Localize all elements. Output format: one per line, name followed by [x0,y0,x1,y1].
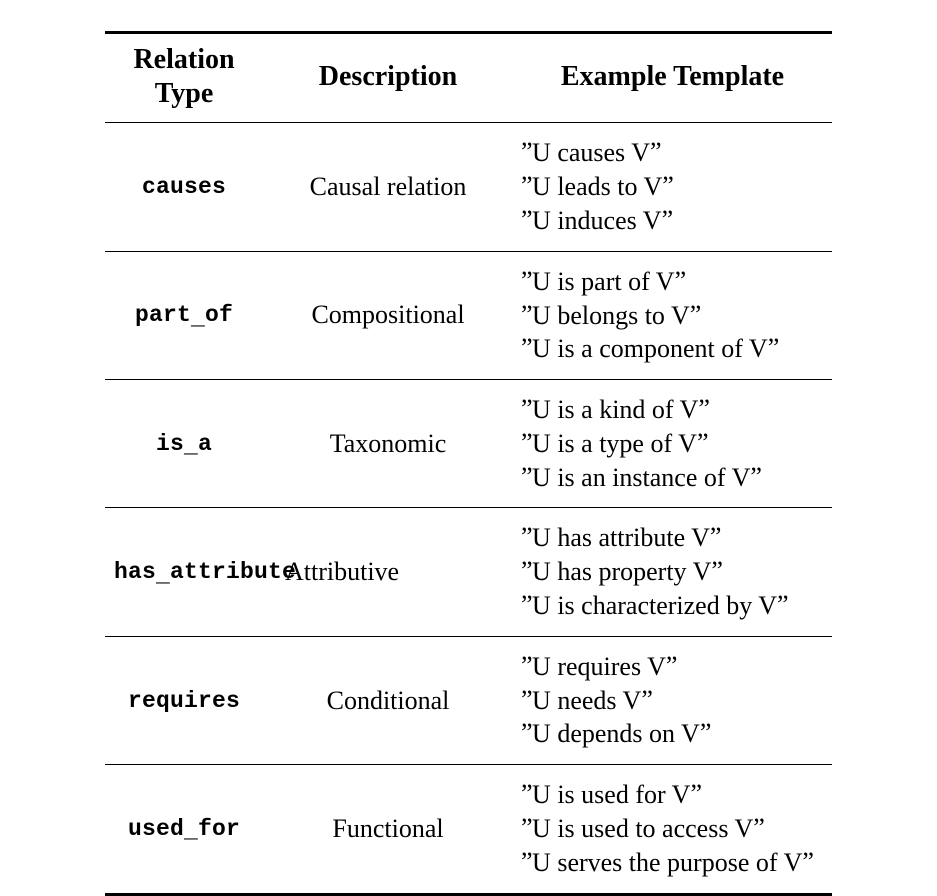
relation-type-table-container [105,31,832,896]
example-line: ”U has property V” [521,556,723,587]
cell-example-template [513,123,832,251]
example-line: ”U induces V” [521,204,673,235]
example-line: ”U is characterized by V” [521,590,789,621]
description-label: Functional [332,813,444,843]
column-header-relation-type-line-1: Relation [133,44,235,75]
cell-example-template [513,765,832,894]
relation-type-label: is_a [155,430,213,460]
example-line: ”U is used to access V” [521,813,765,844]
cell-relation-type [105,637,263,765]
example-line: ”U is used for V” [521,779,702,810]
description-label: Causal relation [309,172,467,201]
table-row [105,380,832,508]
cell-relation-type [105,252,263,380]
column-header-relation-type [105,34,263,123]
column-header-example-template [513,34,832,123]
example-line: ”U leads to V” [521,171,674,202]
example-line: ”U is a kind of V” [521,394,710,425]
cell-relation-type [105,765,263,894]
cell-example-template [513,380,832,508]
example-line: ”U is an instance of V” [521,461,762,492]
table-row [105,123,832,251]
cell-relation-type [105,380,263,508]
table-row [105,637,832,765]
relation-type-label: causes [141,174,226,200]
column-header-description-line-1: Description [318,61,458,93]
table-row [105,252,832,380]
relation-type-label: requires [127,687,241,714]
column-header-description [263,34,513,123]
cell-description [263,508,513,636]
cell-description [263,252,513,380]
cell-description [263,765,513,894]
table-row [105,508,832,636]
column-header-example-template-line-1: Example Template [560,61,785,93]
example-line: ”U is a type of V” [521,427,708,458]
cell-relation-type [105,508,297,636]
example-line: ”U serves the purpose of V” [521,846,814,877]
cell-description [263,380,513,508]
table-body [105,123,832,896]
description-label: Conditional [326,685,450,715]
cell-relation-type [105,123,263,251]
cell-example-template [513,508,832,636]
example-line: ”U causes V” [521,137,662,168]
column-header-relation-type-line-2: Type [154,78,214,110]
table-row [105,765,832,894]
cell-description [263,637,513,765]
table-header [105,33,832,123]
description-label: Taxonomic [329,428,447,458]
example-line: ”U has attribute V” [521,522,721,553]
example-line: ”U belongs to V” [521,299,701,330]
example-line: ”U requires V” [521,650,677,681]
relation-type-label: used_for [127,815,241,845]
cell-description [263,123,513,251]
example-line: ”U needs V” [521,684,653,715]
table-header-row [105,34,832,123]
relation-type-label: part_of [134,302,234,331]
description-label: Compositional [311,300,465,330]
cell-example-template [513,637,832,765]
example-line: ”U depends on V” [521,718,711,749]
table-bottomrule [105,894,832,896]
relation-type-table [105,31,832,896]
description-label: Attributive [285,557,400,587]
example-line: ”U is part of V” [521,265,686,296]
cell-example-template [513,252,832,380]
example-line: ”U is a component of V” [521,333,779,364]
relation-type-label: has_attribute [114,559,297,588]
